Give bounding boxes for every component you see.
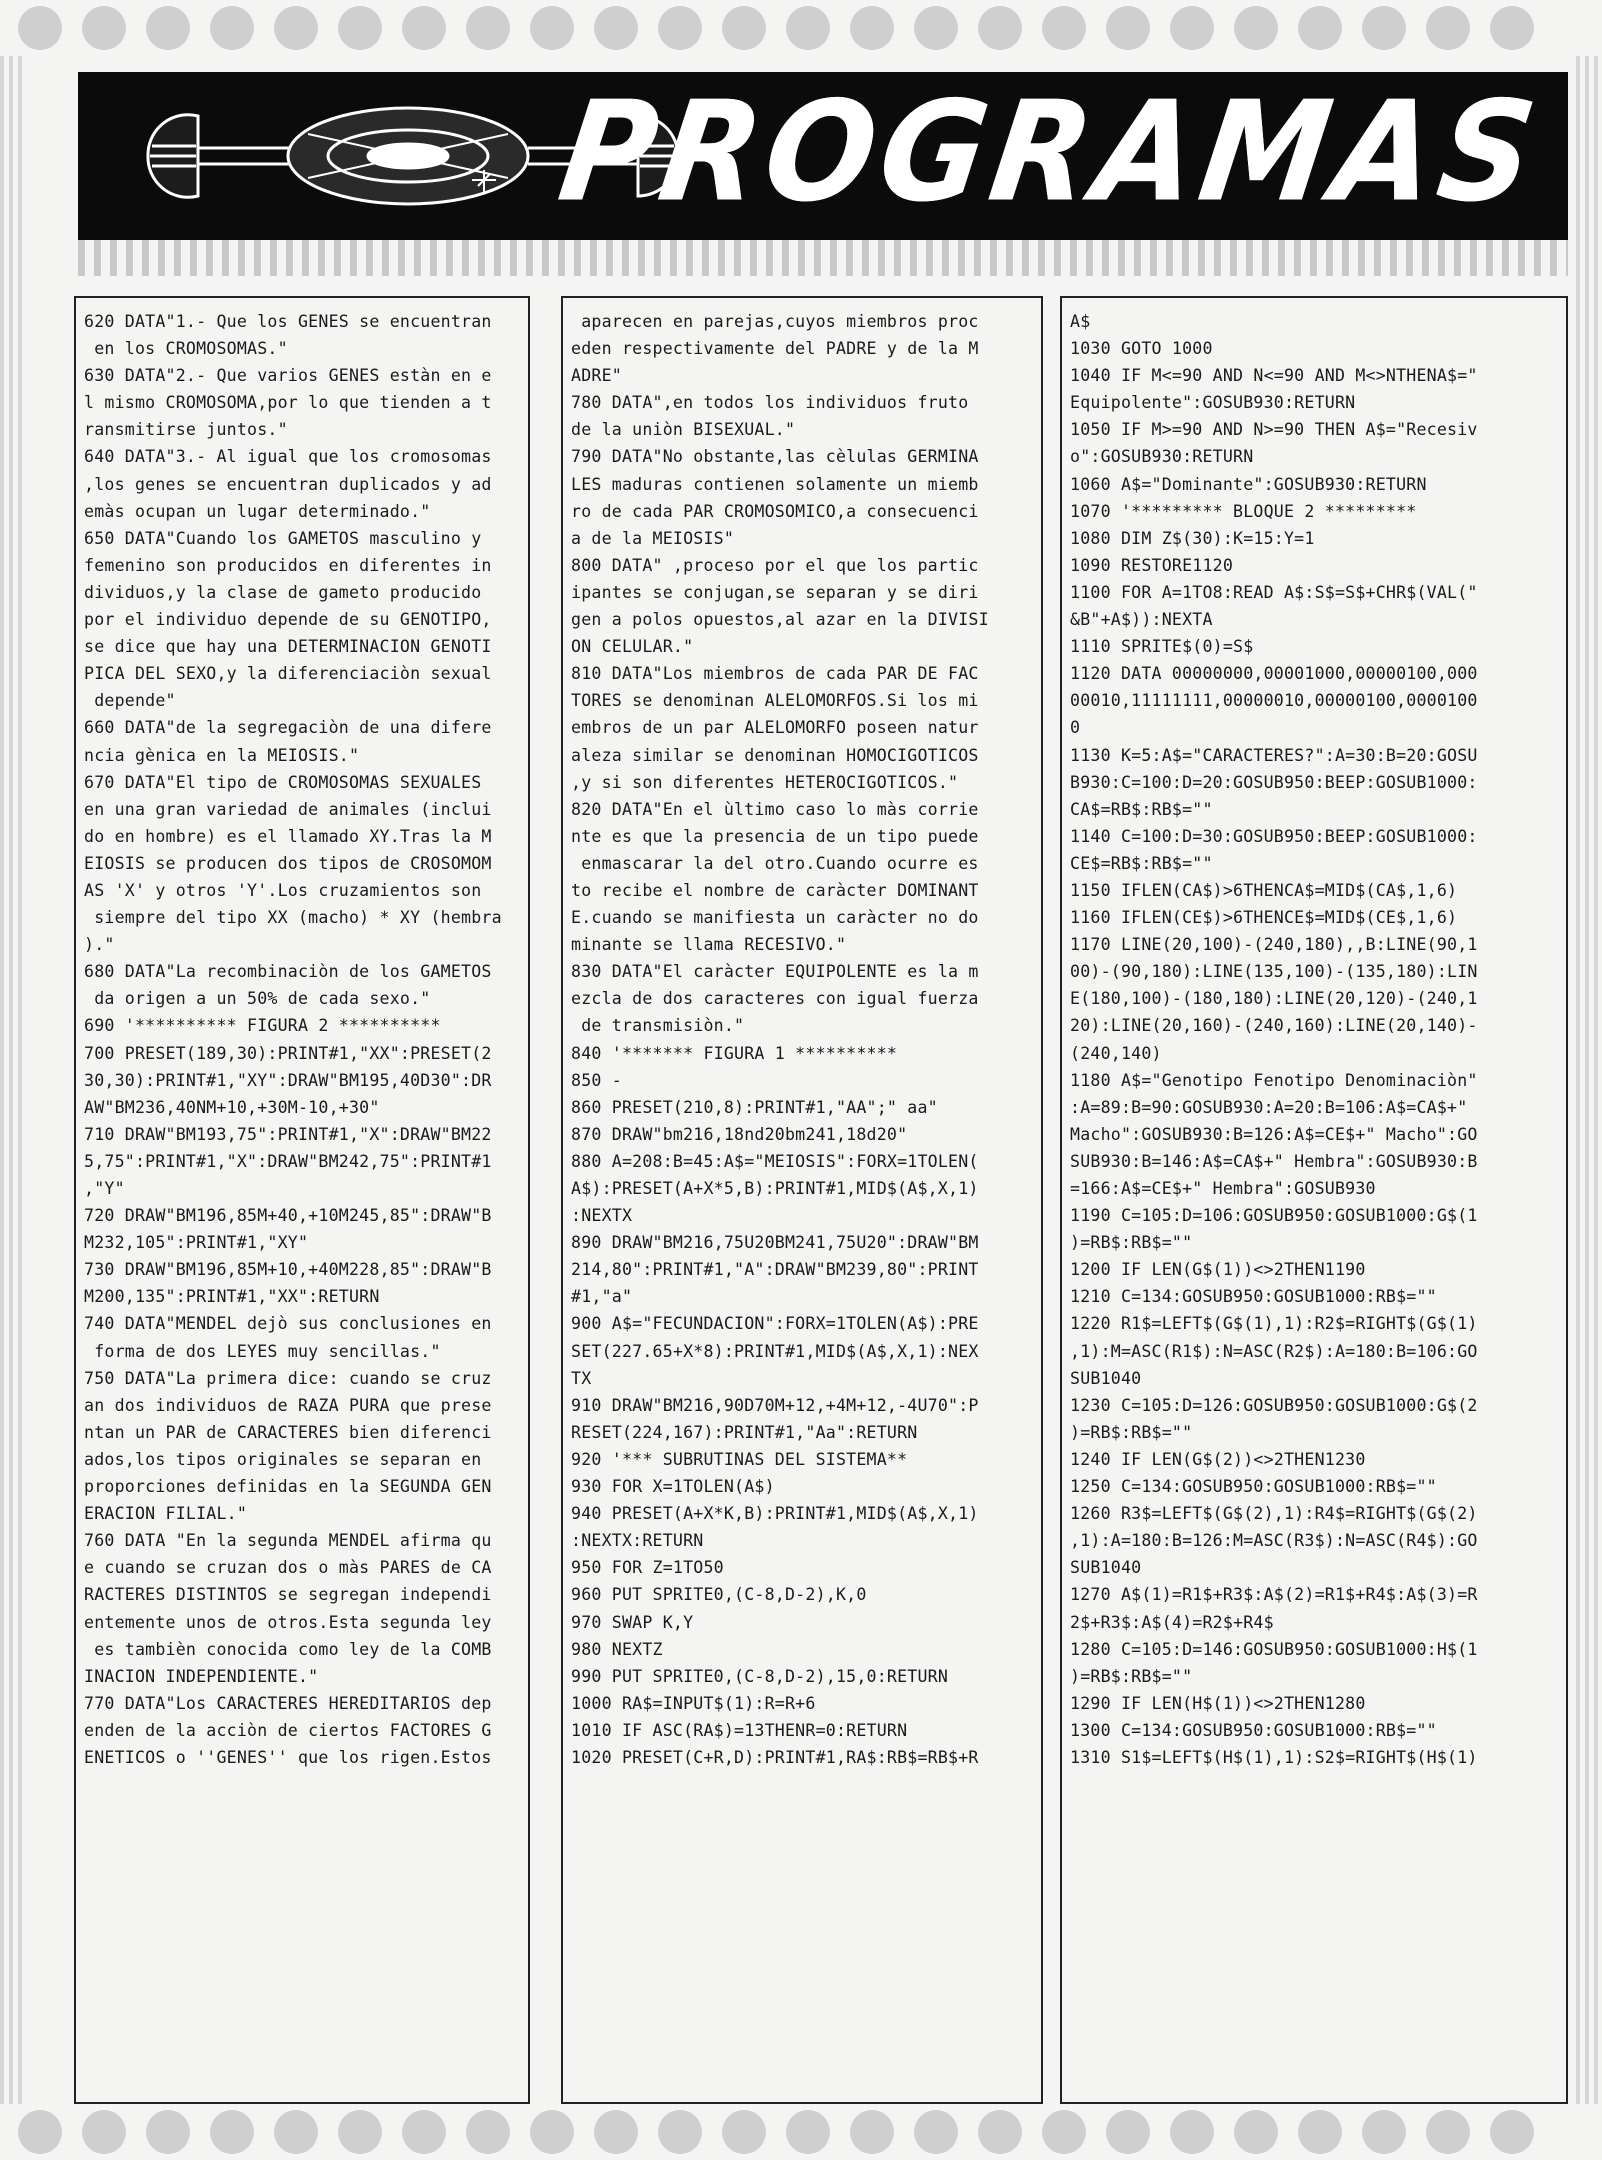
listing-line: e cuando se cruzan dos o màs PARES de CA: [84, 1558, 492, 1578]
listing-line: =166:A$=CE$+" Hembra":GOSUB930: [1070, 1179, 1376, 1198]
listing-line: E(180,100)-(180,180):LINE(20,120)-(240,1: [1070, 989, 1478, 1009]
tractor-feed-holes-bottom: [0, 2104, 1602, 2160]
listing-line: proporciones definidas en la SEGUNDA GEN: [84, 1477, 492, 1497]
listing-line: eden respectivamente del PADRE y de la M: [571, 339, 979, 359]
listing-line: embros de un par ALELOMORFO poseen natur: [571, 718, 979, 738]
listing-line: ).": [84, 935, 115, 955]
listing-line: 1260 R3$=LEFT$(G$(2),1):R4$=RIGHT$(G$(2): [1070, 1504, 1478, 1524]
listing-line: 890 DRAW"BM216,75U20BM241,75U20":DRAW"BM: [571, 1233, 979, 1253]
listing-line: B930:C=100:D=20:GOSUB950:BEEP:GOSUB1000:: [1070, 772, 1478, 792]
feed-hole: [18, 2110, 62, 2154]
header-banner: [78, 72, 1568, 240]
listing-line: ,"Y": [84, 1179, 125, 1198]
perforation-left: [0, 56, 26, 2104]
listing-line: depende": [84, 691, 176, 711]
listing-line: aparecen en parejas,cuyos miembros proc: [571, 312, 979, 331]
listing-line: se dice que hay una DETERMINACION GENOTI: [84, 637, 492, 657]
feed-hole: [1362, 2110, 1406, 2154]
listing-line: 1250 C=134:GOSUB950:GOSUB1000:RB$="": [1070, 1477, 1437, 1497]
listing-line: )=RB$:RB$="": [1070, 1422, 1193, 1442]
listing-line: CA$=RB$:RB$="": [1070, 799, 1213, 819]
listing-line: 1060 A$="Dominante":GOSUB930:RETURN: [1070, 474, 1427, 494]
listing-line: RESET(224,167):PRINT#1,"Aa":RETURN: [571, 1422, 918, 1442]
listing-line: aleza similar se denominan HOMOCIGOTICOS: [571, 745, 979, 765]
listing-line: CE$=RB$:RB$="": [1070, 853, 1213, 873]
listing-line: 980 NEXTZ: [571, 1639, 663, 1659]
listing-line: ENETICOS o ''GENES'' que los rigen.Estos: [84, 1747, 492, 1767]
feed-hole: [82, 2110, 126, 2154]
listing-line: 680 DATA"La recombinaciòn de los GAMETOS: [84, 962, 492, 982]
listing-line: SUB930:B=146:A$=CA$+" Hembra":GOSUB930:B: [1070, 1151, 1478, 1171]
listing-line: :NEXTX: [571, 1206, 633, 1226]
listing-line: 760 DATA "En la segunda MENDEL afirma qu: [84, 1531, 492, 1551]
listing-line: 1000 RA$=INPUT$(1):R=R+6: [571, 1693, 816, 1713]
listing-line: en una gran variedad de animales (inclui: [84, 799, 492, 819]
listing-line: 800 DATA" ,proceso por el que los partic: [571, 555, 979, 575]
listing-line: de la uniòn BISEXUAL.": [571, 420, 796, 440]
listing-line: M200,135":PRINT#1,"XX":RETURN: [84, 1287, 380, 1307]
listing-line: AW"BM236,40NM+10,+30M-10,+30": [84, 1097, 380, 1117]
listing-line: A$):PRESET(A+X*5,B):PRINT#1,MID$(A$,X,1): [571, 1179, 979, 1198]
listing-line: enmascarar la del otro.Cuando ocurre es: [571, 853, 979, 873]
listing-line: do en hombre) es el llamado XY.Tras la M: [84, 826, 492, 846]
listing-line: 730 DRAW"BM196,85M+10,+40M228,85":DRAW"B: [84, 1260, 492, 1280]
listing-line: en los CROMOSOMAS.": [84, 339, 288, 359]
listing-line: emàs ocupan un lugar determinado.": [84, 501, 431, 521]
listing-line: 650 DATA"Cuando los GAMETOS masculino y: [84, 528, 482, 548]
feed-hole: [338, 6, 382, 50]
listing-line: ncia gènica en la MEIOSIS.": [84, 745, 360, 765]
listing-line: 810 DATA"Los miembros de cada PAR DE FAC: [571, 664, 979, 684]
listing-line: 1140 C=100:D=30:GOSUB950:BEEP:GOSUB1000:: [1070, 826, 1478, 846]
listing-line: 850 -: [571, 1070, 622, 1090]
listing-line: 720 DRAW"BM196,85M+40,+10M245,85":DRAW"B: [84, 1206, 492, 1226]
listing-line: 1280 C=105:D=146:GOSUB950:GOSUB1000:H$(1: [1070, 1639, 1478, 1659]
feed-hole: [1170, 2110, 1214, 2154]
listing-line: forma de dos LEYES muy sencillas.": [84, 1341, 441, 1361]
feed-hole: [82, 6, 126, 50]
feed-hole: [850, 6, 894, 50]
listing-line: 1100 FOR A=1TO8:READ A$:S$=S$+CHR$(VAL(": [1070, 582, 1478, 602]
listing-line: 1070 '********* BLOQUE 2 *********: [1070, 501, 1417, 521]
listing-line: 880 A=208:B=45:A$="MEIOSIS":FORX=1TOLEN(: [571, 1151, 979, 1171]
tractor-feed-holes-top: [0, 0, 1602, 56]
feed-hole: [1426, 2110, 1470, 2154]
listing-line: ,y si son diferentes HETEROCIGOTICOS.": [571, 772, 959, 792]
listing-line: 660 DATA"de la segregaciòn de una difere: [84, 718, 492, 738]
feed-hole: [850, 2110, 894, 2154]
feed-hole: [274, 2110, 318, 2154]
listing-line: 960 PUT SPRITE0,(C-8,D-2),K,0: [571, 1585, 867, 1605]
listing-line: o":GOSUB930:RETURN: [1070, 447, 1254, 467]
listing-line: ,1):A=180:B=126:M=ASC(R3$):N=ASC(R4$):GO: [1070, 1531, 1478, 1551]
feed-hole: [722, 6, 766, 50]
listing-line: )=RB$:RB$="": [1070, 1666, 1193, 1686]
listing-line: 1030 GOTO 1000: [1070, 339, 1213, 359]
listing-line: 770 DATA"Los CARACTERES HEREDITARIOS dep: [84, 1693, 492, 1713]
listing-line: ERACION FILIAL.": [84, 1504, 248, 1524]
listing-line: 900 A$="FECUNDACION":FORX=1TOLEN(A$):PRE: [571, 1314, 979, 1334]
listing-line: EIOSIS se producen dos tipos de CROSOMOM: [84, 853, 492, 873]
listing-line: 840 '******* FIGURA 1 **********: [571, 1043, 898, 1063]
perforation-right: [1576, 56, 1602, 2104]
listing-line: 860 PRESET(210,8):PRINT#1,"AA";" aa": [571, 1097, 938, 1117]
listing-line: 1040 IF M<=90 AND N<=90 AND M<>NTHENA$=": [1070, 366, 1478, 386]
listing-line: (240,140): [1070, 1043, 1162, 1063]
listing-line: 1150 IFLEN(CA$)>6THENCA$=MID$(CA$,1,6): [1070, 880, 1458, 900]
feed-hole: [786, 6, 830, 50]
listing-column-3: [1060, 296, 1568, 2104]
listing-line: ADRE": [571, 366, 622, 386]
listing-line: 1210 C=134:GOSUB950:GOSUB1000:RB$="": [1070, 1287, 1437, 1307]
listing-line: 690 '********** FIGURA 2 **********: [84, 1016, 441, 1036]
feed-hole: [1042, 6, 1086, 50]
listing-line: ipantes se conjugan,se separan y se diri: [571, 582, 979, 602]
listing-line: &B"+A$)):NEXTA: [1070, 610, 1213, 630]
listing-line: da origen a un 50% de cada sexo.": [84, 989, 431, 1009]
listing-line: ransmitirse juntos.": [84, 420, 288, 440]
listing-line: 940 PRESET(A+X*K,B):PRINT#1,MID$(A$,X,1): [571, 1504, 979, 1524]
feed-hole: [530, 6, 574, 50]
listing-line: )=RB$:RB$="": [1070, 1233, 1193, 1253]
feed-hole: [1234, 6, 1278, 50]
feed-hole: [338, 2110, 382, 2154]
feed-hole: [658, 2110, 702, 2154]
feed-hole: [1490, 6, 1534, 50]
feed-hole: [1426, 6, 1470, 50]
feed-hole: [274, 6, 318, 50]
listing-line: PICA DEL SEXO,y la diferenciaciòn sexual: [84, 664, 492, 684]
feed-hole: [402, 6, 446, 50]
listing-line: ,los genes se encuentran duplicados y ad: [84, 474, 492, 494]
listing-line: 820 DATA"En el ùltimo caso lo màs corrie: [571, 799, 979, 819]
listing-line: 990 PUT SPRITE0,(C-8,D-2),15,0:RETURN: [571, 1666, 949, 1686]
listing-line: enden de la acciòn de ciertos FACTORES G: [84, 1720, 492, 1740]
listing-line: a de la MEIOSIS": [571, 528, 735, 548]
listing-line: 1050 IF M>=90 AND N>=90 THEN A$="Recesiv: [1070, 420, 1478, 440]
listing-line: 1230 C=105:D=126:GOSUB950:GOSUB1000:G$(2: [1070, 1395, 1478, 1415]
feed-hole: [1106, 2110, 1150, 2154]
listing-line: 750 DATA"La primera dice: cuando se cruz: [84, 1368, 492, 1388]
feed-hole: [146, 2110, 190, 2154]
listing-line: 740 DATA"MENDEL dejò sus conclusiones en: [84, 1314, 492, 1334]
feed-hole: [1234, 2110, 1278, 2154]
listing-line: 1120 DATA 00000000,00001000,00000100,000: [1070, 664, 1478, 684]
listing-line: 00)-(90,180):LINE(135,100)-(135,180):LIN: [1070, 962, 1478, 982]
listing-line: :A=89:B=90:GOSUB930:A=20:B=106:A$=CA$+": [1070, 1097, 1468, 1117]
listing-line: 950 FOR Z=1TO50: [571, 1558, 724, 1578]
listing-line: 1270 A$(1)=R1$+R3$:A$(2)=R1$+R4$:A$(3)=R: [1070, 1585, 1478, 1605]
feed-hole: [530, 2110, 574, 2154]
listing-line: 1300 C=134:GOSUB950:GOSUB1000:RB$="": [1070, 1720, 1437, 1740]
listing-line: 790 DATA"No obstante,las cèlulas GERMINA: [571, 447, 979, 467]
listing-line: 5,75":PRINT#1,"X":DRAW"BM242,75":PRINT#1: [84, 1151, 492, 1171]
feed-hole: [1042, 2110, 1086, 2154]
listing-line: RACTERES DISTINTOS se segregan independi: [84, 1585, 492, 1605]
listing-line: 1090 RESTORE1120: [1070, 555, 1234, 575]
listing-line: SUB1040: [1070, 1368, 1142, 1388]
listing-line: dividuos,y la clase de gameto producido: [84, 582, 482, 602]
listing-line: l mismo CROMOSOMA,por lo que tienden a t: [84, 393, 492, 413]
feed-hole: [1362, 6, 1406, 50]
listing-line: 870 DRAW"bm216,18nd20bm241,18d20": [571, 1124, 908, 1144]
listing-line: 1160 IFLEN(CE$)>6THENCE$=MID$(CE$,1,6): [1070, 908, 1458, 928]
listing-line: 780 DATA",en todos los individuos fruto: [571, 393, 969, 413]
feed-hole: [210, 6, 254, 50]
listing-line: 1190 C=105:D=106:GOSUB950:GOSUB1000:G$(1: [1070, 1206, 1478, 1226]
listing-line: ON CELULAR.": [571, 637, 694, 657]
listing-line: 1180 A$="Genotipo Fenotipo Denominaciòn": [1070, 1070, 1478, 1090]
listing-line: 1170 LINE(20,100)-(240,180),,B:LINE(90,1: [1070, 935, 1478, 955]
listing-line: ados,los tipos originales se separan en: [84, 1449, 482, 1469]
listing-line: es tambièn conocida como ley de la COMB: [84, 1639, 492, 1659]
listing-line: 1240 IF LEN(G$(2))<>2THEN1230: [1070, 1449, 1366, 1469]
listing-line: 0: [1070, 718, 1081, 738]
feed-hole: [594, 2110, 638, 2154]
feed-hole: [978, 6, 1022, 50]
listing-line: ezcla de dos caracteres con igual fuerza: [571, 989, 979, 1009]
listing-line: siempre del tipo XX (macho) * XY (hembra: [84, 908, 502, 928]
listing-line: entemente unos de otros.Esta segunda ley: [84, 1612, 492, 1632]
listing-line: 30,30):PRINT#1,"XY":DRAW"BM195,40D30":DR: [84, 1070, 492, 1090]
listing-line: 1290 IF LEN(H$(1))<>2THEN1280: [1070, 1693, 1366, 1713]
listing-line: SET(227.65+X*8):PRINT#1,MID$(A$,X,1):NEX: [571, 1341, 979, 1361]
listing-line: 1010 IF ASC(RA$)=13THENR=0:RETURN: [571, 1720, 908, 1740]
feed-hole: [402, 2110, 446, 2154]
listing-line: :NEXTX:RETURN: [571, 1531, 704, 1551]
listing-line: 1200 IF LEN(G$(1))<>2THEN1190: [1070, 1260, 1366, 1280]
listing-line: to recibe el nombre de caràcter DOMINANT: [571, 880, 979, 900]
listing-line: gen a polos opuestos,al azar en la DIVISI: [571, 610, 989, 630]
listing-line: ro de cada PAR CROMOSOMICO,a consecuenci: [571, 501, 979, 521]
listing-line: 930 FOR X=1TOLEN(A$): [571, 1477, 775, 1497]
feed-hole: [786, 2110, 830, 2154]
feed-hole: [594, 6, 638, 50]
listing-line: 920 '*** SUBRUTINAS DEL SISTEMA**: [571, 1449, 908, 1469]
listing-line: minante se llama RECESIVO.": [571, 935, 847, 955]
listing-line: 970 SWAP K,Y: [571, 1612, 694, 1632]
listing-line: 1220 R1$=LEFT$(G$(1),1):R2$=RIGHT$(G$(1): [1070, 1314, 1478, 1334]
feed-hole: [914, 2110, 958, 2154]
listing-line: 1080 DIM Z$(30):K=15:Y=1: [1070, 528, 1315, 548]
feed-hole: [1298, 6, 1342, 50]
feed-hole: [466, 2110, 510, 2154]
listing-line: AS 'X' y otros 'Y'.Los cruzamientos son: [84, 880, 482, 900]
listing-line: 20):LINE(20,160)-(240,160):LINE(20,140)-: [1070, 1016, 1478, 1036]
feed-hole: [466, 6, 510, 50]
listing-line: 1020 PRESET(C+R,D):PRINT#1,RA$:RB$=RB$+R: [571, 1747, 979, 1767]
listing-line: A$: [1070, 312, 1091, 331]
listing-line: 710 DRAW"BM193,75":PRINT#1,"X":DRAW"BM22: [84, 1124, 492, 1144]
listing-line: 1110 SPRITE$(0)=S$: [1070, 637, 1254, 657]
listing-line: TX: [571, 1368, 592, 1388]
listing-line: 670 DATA"El tipo de CROMOSOMAS SEXUALES: [84, 772, 482, 792]
listing-line: an dos individuos de RAZA PURA que prese: [84, 1395, 492, 1415]
feed-hole: [18, 6, 62, 50]
listing-line: Equipolente":GOSUB930:RETURN: [1070, 393, 1356, 413]
listing-line: 630 DATA"2.- Que varios GENES estàn en e: [84, 366, 492, 386]
listing-line: 1130 K=5:A$="CARACTERES?":A=30:B=20:GOSU: [1070, 745, 1478, 765]
listing-line: #1,"a": [571, 1287, 633, 1307]
feed-hole: [1106, 6, 1150, 50]
listing-line: TORES se denominan ALELOMORFOS.Si los mi: [571, 691, 979, 711]
listing-line: femenino son producidos en diferentes in: [84, 555, 492, 575]
listing-line: Macho":GOSUB930:B=126:A$=CE$+" Macho":GO: [1070, 1124, 1478, 1144]
listing-line: de transmisiòn.": [571, 1016, 745, 1036]
listing-line: 214,80":PRINT#1,"A":DRAW"BM239,80":PRINT: [571, 1260, 979, 1280]
listing-line: 700 PRESET(189,30):PRINT#1,"XX":PRESET(2: [84, 1043, 492, 1063]
feed-hole: [658, 6, 702, 50]
listing-line: E.cuando se manifiesta un caràcter no do: [571, 908, 979, 928]
feed-hole: [1298, 2110, 1342, 2154]
listing-line: ntan un PAR de CARACTERES bien diferenci: [84, 1422, 492, 1442]
feed-hole: [1490, 2110, 1534, 2154]
listing-line: 830 DATA"El caràcter EQUIPOLENTE es la m: [571, 962, 979, 982]
feed-hole: [1170, 6, 1214, 50]
feed-hole: [146, 6, 190, 50]
decorative-strip: [78, 240, 1568, 276]
listing-line: 1310 S1$=LEFT$(H$(1),1):S2$=RIGHT$(H$(1): [1070, 1747, 1478, 1767]
listing-line: 620 DATA"1.- Que los GENES se encuentran: [84, 312, 492, 331]
listing-line: 2$+R3$:A$(4)=R2$+R4$: [1070, 1612, 1274, 1632]
listing-line: por el individuo depende de su GENOTIPO,: [84, 610, 492, 630]
listing-line: SUB1040: [1070, 1558, 1142, 1578]
listing-column-1: [74, 296, 530, 2104]
listing-line: LES maduras contienen solamente un miemb: [571, 474, 979, 494]
feed-hole: [210, 2110, 254, 2154]
feed-hole: [914, 6, 958, 50]
listing-line: 640 DATA"3.- Al igual que los cromosomas: [84, 447, 492, 467]
listing-line: 00010,11111111,00000010,00000100,0000100: [1070, 691, 1478, 711]
listing-line: INACION INDEPENDIENTE.": [84, 1666, 319, 1686]
listing-line: nte es que la presencia de un tipo puede: [571, 826, 979, 846]
listing-line: ,1):M=ASC(R1$):N=ASC(R2$):A=180:B=106:GO: [1070, 1341, 1478, 1361]
listing-line: 910 DRAW"BM216,90D70M+12,+4M+12,-4U70":P: [571, 1395, 979, 1415]
feed-hole: [722, 2110, 766, 2154]
page-title: PROGRAMAS: [550, 72, 1550, 233]
listing-column-2: [561, 296, 1043, 2104]
feed-hole: [978, 2110, 1022, 2154]
listing-line: M232,105":PRINT#1,"XY": [84, 1233, 309, 1253]
